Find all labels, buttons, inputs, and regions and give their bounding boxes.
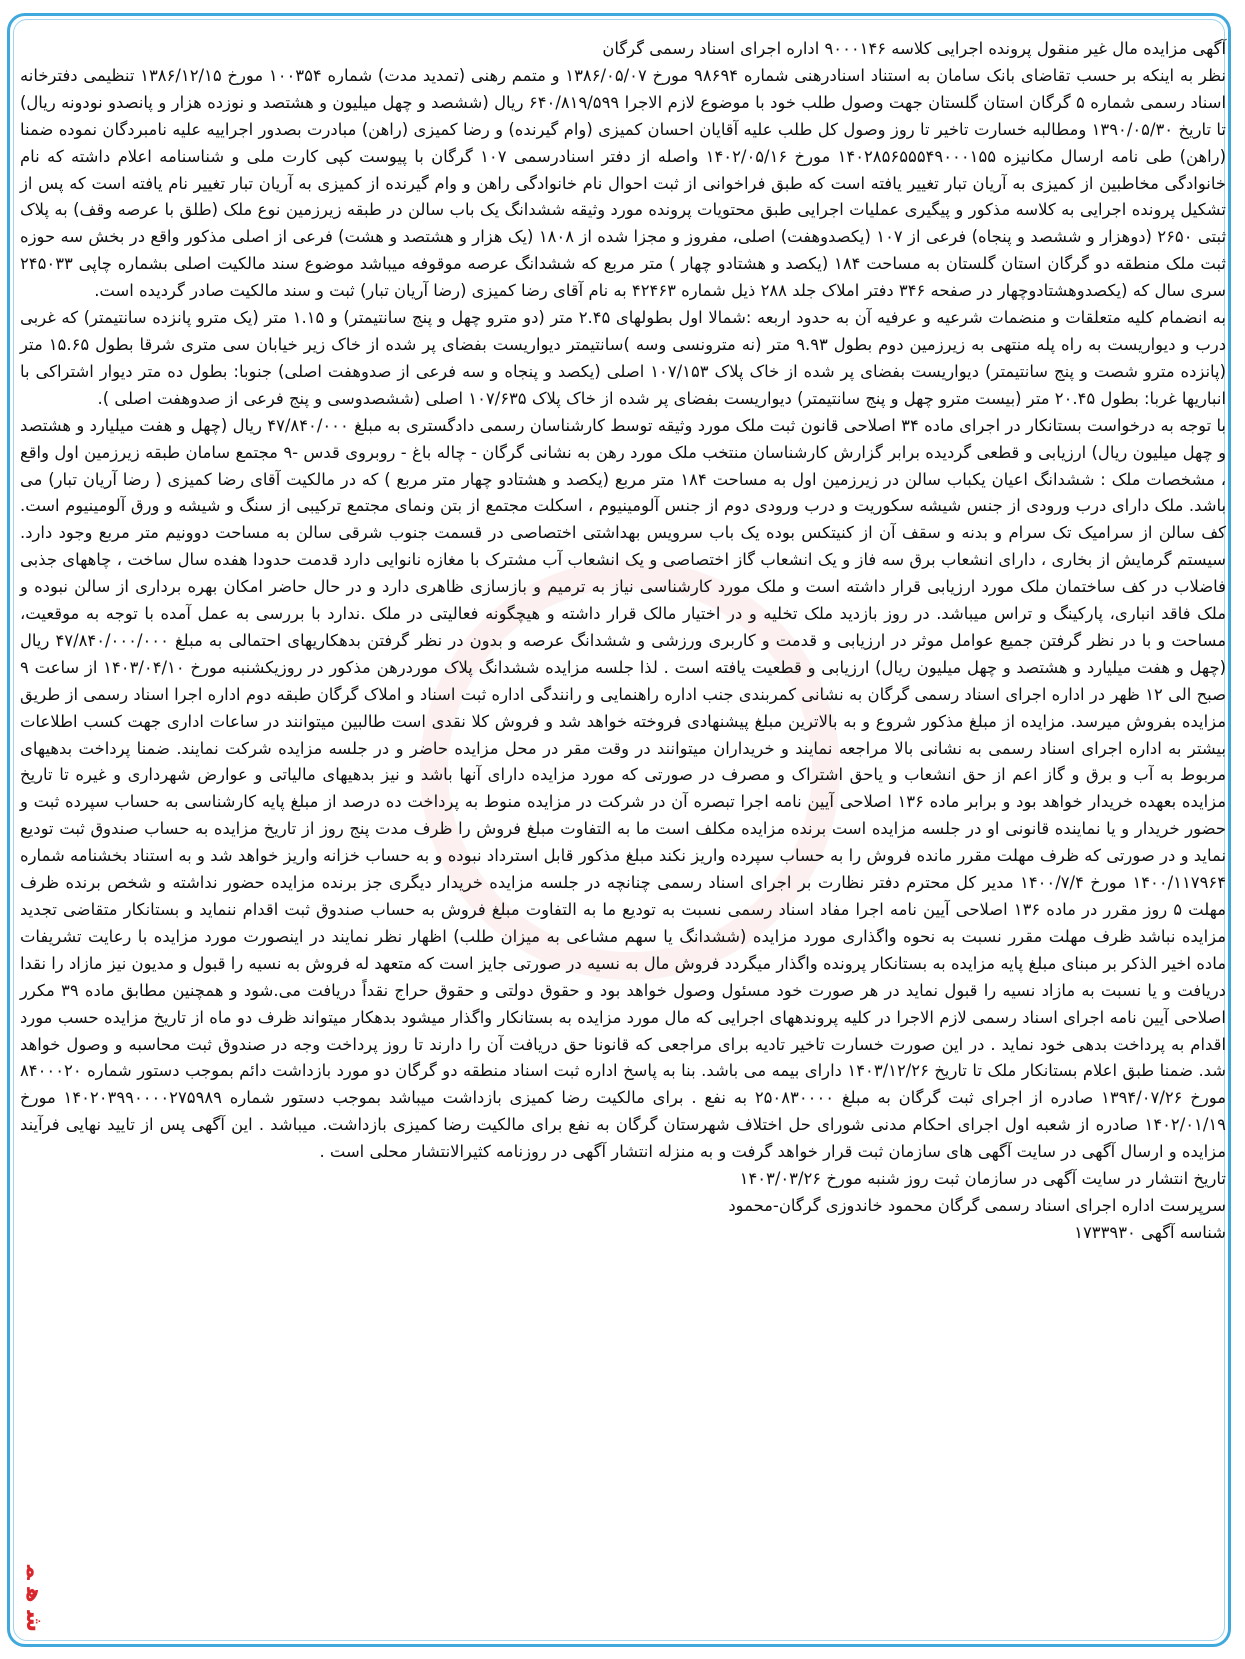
stamp-mark: ﺷ ﻫ ﻤ (21, 1565, 46, 1632)
notice-paragraph: به انضمام کلیه متعلقات و منضمات شرعیه و عرفیه آن به حدود اربعه :شمالا اول بطولهای ۲.۴۵ متر (دو مترو چهل و پنج سانتیمتر) و ۱.۱۵ متر (یک مترو پانزده سانتیمتر) که غربی درب و دیواریست به راه پله منتهی به زیرزمین دوم بطول ۹.۹۳ متر (نه مترونسی وسه )سانتیمتر دیواریست بفضای پر شده از خاک زیر خیابان سی متری شرقا بطول ۱۵.۶۵ متر (پانزده مترو شصت و پنج سانتیمتر) دیواریست بفضای پر شده از خاک پلاک ۱۰۷/۱۵۳ اصلی (یکصد و پنجاه و سه فرعی از صدوهفت اصلی) جنوبا: بطول ده متر دیوار اشتراکی با انباریها غربا: بطول ۲۰.۴۵ متر (بیست مترو چهل و پنج سانتیمتر) دیواریست بفضای پر شده از خاک پلاک ۱۰۷/۶۳۵ اصلی (ششصدوسی و پنج فرعی از صدوهفت اصلی ). (20, 308, 1227, 408)
notice-title: آگهی مزایده مال غیر منقول پرونده اجرایی کلاسه ۹۰۰۰۱۴۶ اداره اجرای اسناد رسمی گرگان (602, 39, 1226, 58)
notice-id: شناسه آگهی ۱۷۳۳۹۳۰ (1074, 1222, 1226, 1242)
notice-paragraph: با توجه به درخواست بستانکار در اجرای ماده ۳۴ اصلاحی قانون ثبت ملک مورد وثیقه توسط کارشناسان رسمی دادگستری به مبلغ ۴۷/۸۴۰/۰۰۰ ریال (چهل و هفت میلیارد و هشتصد و چهل میلیون ریال) ارزیابی و قطعی گردیده برابر گزارش کارشناسان منتخب ملک مورد رهن به نشانی گرگان - چاله باغ - روبروی قدس -۹ مجتمع سامان طبقه زیرزمین اول واقع ، مشخصات ملک : ششدانگ اعیان یکباب سالن در زیرزمین اول به مساحت ۱۸۴ متر مربع (یکصد و هشتادو چهار متر مربع ) که در مالکیت آقای رضا کمیزی ( رضا آریان تبار) می باشد. ملک دارای درب ورودی از جنس شیشه سکوریت و درب ورودی دوم از جنس آلومینیوم ، اسکلت مجتمع از بتن ونمای مجتمع ترکیبی از سنگ و شیشه و ورق آلومینیوم است. کف سالن از سرامیک تک سرام و بدنه و سقف آن از کنیتکس بوده یک باب سرویس بهداشتی اختصاصی در قسمت جنوب شرقی سالن به مساحت دوونیم متر مربع وجود دارد. سیستم گرمایش از بخاری ، دارای انشعاب برق سه فاز و یک انشعاب گاز اختصاصی و یک انشعاب آب مشترک با مغازه نانوایی دارد قدمت حدودا هفده سال ساخت ، چاههای جذبی فاضلاب در کف ساختمان ملک مورد ارزیابی قرار داشته است و ملک مورد کارشناسی نیاز به ترمیم و بازسازی ظاهری دارد و در حال حاضر امکان بهره برداری از سالن نبوده و ملک فاقد انباری، پارکینگ و تراس میباشد. در روز بازدید ملک تخلیه و در اختیار مالک قرار داشته و هیچگونه فعالیتی در ملک .ندارد با بررسی به عمل آمده با توجه به موقعیت، مساحت و با در نظر گرفتن جمیع عوامل موثر در ارزیابی و قدمت و کاربری ورزشی و ششدانگ عرصه و بدون در نظر گرفتن بدهکاریهای احتمالی به مبلغ ۴۷/۸۴۰/۰۰۰/۰۰۰ ریال (چهل و هفت میلیارد و هشتصد و چهل میلیون ریال) ارزیابی و قطعیت یافته است . لذا جلسه مزایده ششدانگ پلاک موردرهن مذکور در روزیکشنبه مورخ ۱۴۰۳/۰۴/۱۰ از ساعت ۹ صبح الی ۱۲ ظهر در اداره اجرای اسناد رسمی گرگان به نشانی کمربندی جنب اداره راهنمایی و رانندگی اداره ثبت اسناد و املاک گرگان طبقه دوم اداره اجرا اسناد رسمی از طریق مزایده بفروش میرسد. مزایده از مبلغ مذکور شروع و به بالاترین مبلغ پیشنهادی فروخته خواهد شد و فروش کلا نقدی است طالبین میتوانند در ساعات اداری جهت کسب اطلاعات بیشتر به اداره اجرای اسناد رسمی به نشانی بالا مراجعه نمایند و خریداران میتوانند در وقت مقر در محل مزایده حاضر و در جلسه مزایده شرکت نمایند. ضمنا پرداخت بدهیهای مربوط به آب و برق و گاز اعم از حق انشعاب و یاحق اشتراک و مصرف در صورتی که مورد مزایده دارای آنها باشد و نیز بدهیهای مالیاتی و عوارض شهرداری و غیره تا تاریخ مزایده بعهده خریدار خواهد بود و برابر ماده ۱۳۶ اصلاحی آیین نامه اجرا تبصره آن در شرکت در مزایده منوط به پرداخت ده درصد از مبلغ پایه کارشناسی به حساب سپرده ثبت و حضور خریدار و یا نماینده قانونی او در جلسه مزایده است برنده مزایده مکلف است ما به التفاوت مبلغ فروش را ظرف مدت پنج روز از تاریخ مزایده به حساب صندوق ثبت تودیع نماید و در صورتی که ظرف مهلت مقرر مانده فروش را به حساب سپرده واریز نکند مبلغ مذکور قابل استرداد نبوده و به حساب خزانه واریز خواهد شد و به استناد بخشنامه شماره ۱۴۰۰/۱۱۷۹۶۴ مورخ ۱۴۰۰/۷/۴ مدیر کل محترم دفتر نظارت بر اجرای اسناد رسمی چنانچه در جلسه مزایده خریدار دیگری جز برنده مزایده حضور نداشته و شخص برنده ظرف مهلت ۵ روز مقرر در ماده ۱۳۶ اصلاحی آیین نامه اجرا مفاد اسناد رسمی نسبت به تودیع ما به التفاوت مبلغ فروش به حساب صندوق ثبت اقدام ننماید و بستانکار متقاضی تجدید مزایده نباشد ظرف مهلت مقرر نسبت به نحوه واگذاری مورد مزایده (ششدانگ یا سهم مشاعی به میزان طلب) اظهار نظر نمایند در اینصورت مورد مزایده با رعایت تشریفات ماده اخیر الذکر بر مبنای مبلغ پایه مزایده به بستانکار پرونده واگذار میگردد فروش مال به نسیه در صورتی جایز است که متعهد له فروش به نسیه را قبول و مدیون نیز مازاد را نقدا دریافت و یا نسبت به مازاد نسیه را قبول نماید در هر صورت خود مسئول وصول خواهد بود و حقوق دولتی و حقوق حراج نقداً دریافت می.شود و همچنین مطابق ماده ۳۹ مکرر اصلاحی آیین نامه اجرای اسناد رسمی لازم الاجرا در کلیه پروندههای اجرایی که مال مورد مزایده به بستانکار واگذار میشود بدهکار میتواند ظرف دو ماه از تاریخ مزایده حسب مورد اقدام به پرداخت بدهی خود نماید . در این صورت خسارت تاخیر تادیه برای مراجعی که قانونا حق دریافت آن را دارند تا روز پرداخت وجه در صندوق ثبت محاسبه و وصول خواهد شد. ضمنا طبق اعلام بستانکار ملک تا تاریخ ۱۴۰۳/۱۲/۲۶ دارای بیمه می باشد. بنا به پاسخ اداره ثبت اسناد منطقه دو گرگان دو مورد بازداشت دائم بموجب دستور شماره ۸۴۰۰۰۲۰ مورخ ۱۳۹۴/۰۷/۲۶ صادره از اجرای ثبت گرگان به مبلغ ۲۵۰۸۳۰۰۰۰ به نفع . برای مالکیت رضا کمیزی بازداشت میباشد بموجب دستور شماره ۱۴۰۲۰۳۹۹۰۰۰۰۲۷۵۹۸۹ مورخ ۱۴۰۲/۰۱/۱۹ صادره از شعبه اول اجرای احکام مدنی شورای حل اختلاف شهرستان گرگان به نفع برای مالکیت رضا کمیزی بازداشت. میباشد . این آگهی پس از تایید نهایی فرآیند مزایده و ارسال آگهی در سایت آگهی های سازمان ثبت قرار خواهد گرفت و به منزله انتشار آگهی در روزنامه کثیرالانتشار محلی است . (20, 415, 1227, 1162)
signature: سرپرست اداره اجرای اسناد رسمی گرگان محمود خاندوزی گرگان-محمود (728, 1195, 1226, 1215)
publish-date: تاریخ انتشار در سایت آگهی در سازمان ثبت روز شنبه مورخ ۱۴۰۳/۰۳/۲۶ (739, 1169, 1226, 1189)
notice-paragraph: نظر به اینکه بر حسب تقاضای بانک سامان به استناد اسنادرهنی شماره ۹۸۶۹۴ مورخ ۱۳۸۶/۰۵/۰۷ و متمم رهنی (تمدید مدت) شماره ۱۰۰۳۵۴ مورخ ۱۳۸۶/۱۲/۱۵ تنظیمی دفترخانه اسناد رسمی شماره ۵ گرگان استان گلستان جهت وصول طلب خود با موضوع لازم الاجرا ۶۴۰/۸۱۹/۵۹۹ ریال (ششصد و چهل میلیون و هشتصد و نوزده هزار و پانصدو نودونه ریال) تا تاریخ ۱۳۹۰/۰۵/۳۰ ومطالبه خسارت تاخیر تا روز وصول کل طلب علیه آقایان احسان کمیزی (وام گیرنده) و رضا کمیزی (راهن) مبادرت بصدور اجراییه علیه نامبردگان نموده ضمنا (راهن) طی نامه ارسال مکانیزه ۱۴۰۲۸۵۶۵۵۵۴۹۰۰۰۱۵۵ مورخ ۱۴۰۲/۰۵/۱۶ واصله از دفتر اسنادرسمی ۱۰۷ گرگان با پیوست کپی کارت ملی و شناسنامه اعلام داشته که نام خانوادگی مخاطبین از کمیزی به آریان تبار تغییر یافته است که طبق فراخوانی از ثبت احوال نام خانوادگی راهن و وام گیرنده از کمیزی به آریان تبار تغییر نام یافته است که پس از تشکیل پرونده اجرایی به کلاسه مذکور و پیگیری عملیات اجرایی طبق محتویات پرونده مورد وثیقه ششدانگ یک باب سالن در طبقه زیرزمین نوع ملک (طلق با عرصه وقف) به پلاک ثبتی ۲۶۵۰ (دوهزار و ششصد و پنجاه) فرعی از ۱۰۷ (یکصدوهفت) اصلی، مفروز و مجزا شده از ۱۸۰۸ (یک هزار و هشتصد و هشت) فرعی از اصلی مذکور واقع در بخش سه حوزه ثبت ملک منطقه دو گرگان استان گلستان به مساحت ۱۸۴ (یکصد و هشتادو چهار ) متر مربع که ششدانگ عرصه موقوفه میباشد موضوع سند مالکیت اصلی بشماره چاپی ۲۴۵۰۳۳ سری سال که (یکصدوهشتادوچهار در صفحه ۳۴۶ دفتر املاک جلد ۲۸۸ ذیل شماره ۴۲۴۶۳ به نام آقای رضا کمیزی (رضا آریان تبار) ثبت و سند مالکیت صادر گردیده است. (20, 65, 1227, 301)
notice-body (20, 36, 1226, 1247)
